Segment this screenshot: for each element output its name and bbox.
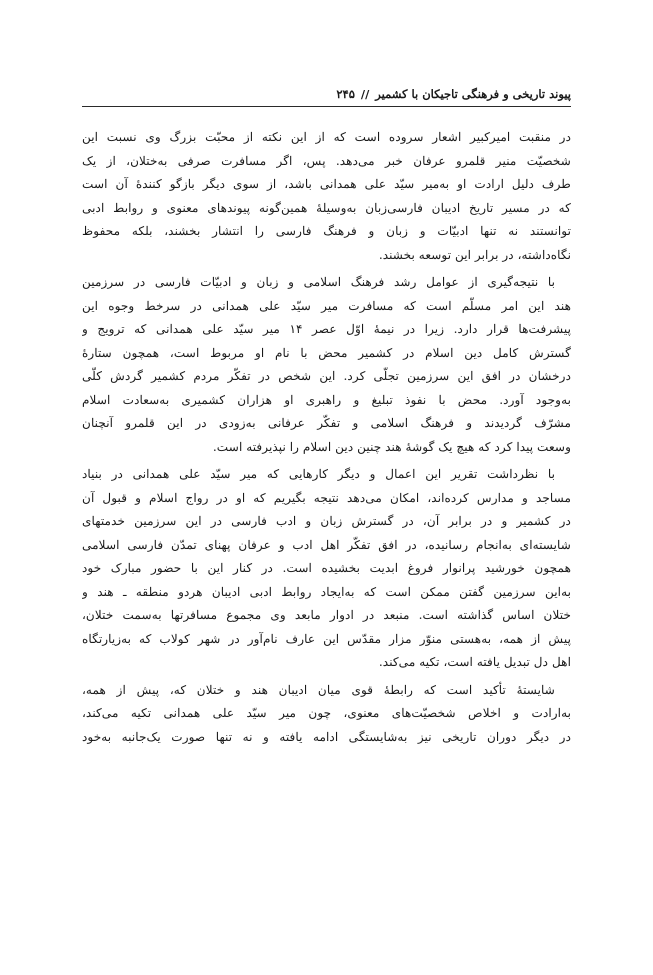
- header-title: پیوند تاریخی و فرهنگی تاجیکان با کشمیر: [375, 87, 571, 101]
- text-line: به‌این سرزمین گفتن ممکن است که به‌ایجاد روابط ادبی ادیبان هردو منطقه ـ هند و: [82, 584, 571, 599]
- text-line: توانستند نه تنها ادبیّات و زبان و فرهنگ فارسی را انتشار بخشند، بلکه محفوظ: [82, 224, 571, 238]
- text-line: وسعت پیدا کرد که هیچ یک گوشهٔ هند چنین دین اسلام را نپذیرفته است.: [212, 439, 571, 454]
- text-line: به‌ارادت و اخلاص شخصیّت‌های معنوی، چون میر سیّد علی همدانی تکیه می‌کند،: [82, 706, 571, 720]
- paragraph-1: [82, 126, 571, 267]
- text-line: پیشرفت‌ها قرار دارد. زیرا در نیمهٔ اوّل عصر ۱۴ میر سیّد علی همدانی که ترویج و: [82, 322, 571, 336]
- header-rule: [82, 106, 571, 107]
- header-separator: //: [360, 87, 370, 101]
- text-line: طرف دلیل ارادت او به‌میر سیّد علی همدانی باشد، از سوی دیگر بازگو کنندهٔ آن است: [82, 177, 571, 191]
- paragraph-2: [82, 271, 571, 459]
- text-line: همچون خورشید پرانوار فروغ ابدیت بخشیده است. در کنار این با حضور مبارک خود: [82, 561, 571, 575]
- text-line: هند این امر مسلّم است که مسافرت میر سیّد علی همدانی در سرخط وجوه این: [82, 298, 571, 313]
- text-line: مساجد و مدارس کرده‌اند، امکان می‌دهد نتیجه بگیریم که او در رواج اسلام و قبول آن: [82, 490, 571, 505]
- text-line: به‌وجود آورد. محض با نفوذ تبلیغ و راهبری او هزاران کشمیری به‌سعادت اسلام: [82, 392, 571, 407]
- text-line: شایسته‌ای به‌انجام رسانیده، در افق تفکّر اهل ادب و عرفان پهنای تمدّن فارسی اسلامی: [82, 537, 571, 552]
- body-text: [82, 126, 571, 749]
- text-line: با نظرداشت تقریر این اعمال و دیگر کارهایی که میر سیّد علی همدانی در بنیاد: [82, 467, 555, 481]
- text-line: در کشمیر و در برابر آن، در گسترش زبان و ادب فارسی در این سرزمین خدمتهای: [82, 514, 571, 528]
- text-line: در منقبت امیرکبیر اشعار سروده است که از این نکته از محبّت بزرگ وی نسبت این: [82, 130, 571, 144]
- text-line: نگاه‌داشته، در برابر این توسعه بخشند.: [378, 247, 571, 262]
- text-line: شایستهٔ تأکید است که رابطهٔ قوی میان ادیبان هند و ختلان که، پیش از همه،: [82, 682, 555, 697]
- text-line: شخصیّت منیر قلمرو عرفان خبر می‌دهد. پس، اگر مسافرت صرفی به‌ختلان، از یک: [82, 153, 571, 168]
- text-line: مشرّف گردیدند و فرهنگ اسلامی و تفکّر عرفانی به‌زودی در این قلمرو آنچنان: [82, 416, 571, 430]
- text-line: که در مسیر تاریخ ادیبان فارسی‌زبان به‌وسیلهٔ همین‌گونه پیوندهای معنوی و روابط ادبی: [82, 200, 571, 215]
- text-line: ختلان اساس گذاشته است. منبعد در ادوار مابعد وی مجموع مسافرتها به‌سمت ختلان،: [82, 608, 571, 622]
- text-line: با نتیجه‌گیری از عوامل رشد فرهنگ اسلامی و زبان و ادبیّات فارسی در سرزمین: [82, 275, 555, 289]
- text-line: در دیگر دوران تاریخی نیز به‌شایستگی ادامه یافته و نه تنها صورت یک‌جانبه به‌خود: [82, 729, 571, 744]
- page-number: ۲۴۵: [336, 87, 355, 101]
- text-line: اهل دل تبدیل یافته است، تکیه می‌کند.: [378, 655, 571, 669]
- running-header: [82, 82, 571, 106]
- text-line: پیش از همه، به‌هستی منوّر مزار مقدّس این عارف نام‌آور در شهر کولاب که به‌زیارتگاه: [82, 631, 571, 646]
- text-line: گسترش کامل دین اسلام در کشمیر محض با نام او مربوط است، همچون ستارهٔ: [82, 345, 571, 360]
- paragraph-3: [82, 463, 571, 675]
- paragraph-4: [82, 679, 571, 750]
- text-line: درخشان در افق این سرزمین تجلّی کرد. این شخص در تفکّر مردم کشمیر گردش کلّی: [82, 369, 571, 383]
